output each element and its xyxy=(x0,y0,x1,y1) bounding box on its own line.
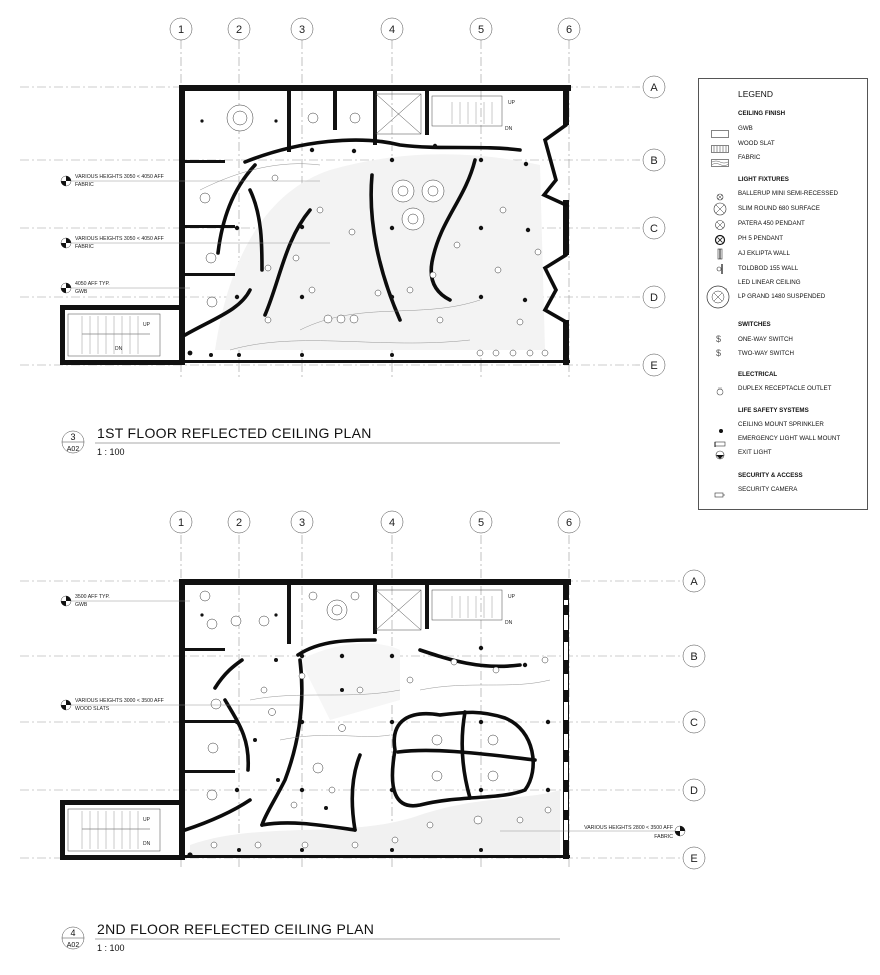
p1-tag2-line1: VARIOUS HEIGHTS 3050 < 4050 AFF xyxy=(75,236,164,242)
p2-col-1: 1 xyxy=(177,517,185,529)
one-way-switch-icon: $ xyxy=(716,334,722,344)
plan2-row-bubbles xyxy=(683,570,705,869)
p2-row-b: B xyxy=(690,651,698,663)
p2-col-3: 3 xyxy=(298,517,306,529)
p2-callout-number: 4 xyxy=(70,928,76,938)
p1-stair2-up: UP xyxy=(508,100,515,106)
p2-tag1-line1: 3500 AFF TYP. xyxy=(75,594,110,600)
legend-lp-grand: LP GRAND 1480 SUSPENDED xyxy=(738,293,826,300)
fabric-swatch-icon xyxy=(711,154,729,172)
p1-stair2-dn: DN xyxy=(505,126,513,132)
toldbod-icon xyxy=(715,262,725,280)
legend-gwb: GWB xyxy=(738,125,753,132)
legend-aj-eklipta: AJ EKLIPTA WALL xyxy=(738,250,790,257)
p1-tag3-line2: GWB xyxy=(75,289,88,295)
p2-stair2-up: UP xyxy=(508,594,515,600)
legend-ceiling-finish-heading: CEILING FINISH xyxy=(738,110,786,117)
p2-plan-title: 2ND FLOOR REFLECTED CEILING PLAN xyxy=(97,921,375,937)
p2-col-4: 4 xyxy=(388,517,396,529)
legend-title: LEGEND xyxy=(738,89,773,99)
p1-col-4: 4 xyxy=(388,24,396,36)
plan2-group xyxy=(20,511,705,953)
p2-tag3-line2: FABRIC xyxy=(654,834,673,840)
legend-slim-round: SLIM ROUND 680 SURFACE xyxy=(738,205,820,212)
p1-col-6: 6 xyxy=(565,24,573,36)
legend-fabric: FABRIC xyxy=(738,154,761,161)
p1-row-b: B xyxy=(650,155,658,167)
p2-callout-sheet: A02 xyxy=(66,942,80,949)
legend-panel xyxy=(698,78,868,510)
legend-toldbod: TOLDBOD 155 WALL xyxy=(738,265,799,272)
legend-electrical-heading: ELECTRICAL xyxy=(738,371,778,378)
p2-row-c: C xyxy=(690,717,698,729)
p1-row-a: A xyxy=(650,82,658,94)
p1-plan-title: 1ST FLOOR REFLECTED CEILING PLAN xyxy=(97,425,372,441)
p2-col-5: 5 xyxy=(477,517,485,529)
legend-security-camera: SECURITY CAMERA xyxy=(738,486,798,493)
plan2-fabric-area xyxy=(190,790,560,855)
p1-col-2: 2 xyxy=(235,24,243,36)
legend-one-way-switch: ONE-WAY SWITCH xyxy=(738,336,793,343)
p2-tag2-line1: VARIOUS HEIGHTS 3000 < 3500 AFF xyxy=(75,698,164,704)
p2-tag3-line1: VARIOUS HEIGHTS 2800 < 3500 AFF xyxy=(584,825,673,831)
duplex-outlet-icon xyxy=(715,383,725,401)
p1-row-d: D xyxy=(650,292,658,304)
p1-callout-sheet: A02 xyxy=(66,446,80,453)
p1-col-5: 5 xyxy=(477,24,485,36)
plan2-title-block xyxy=(62,921,560,953)
plan1-column-bubbles xyxy=(170,18,580,40)
p2-stair-up: UP xyxy=(143,817,150,823)
legend-sprinkler: CEILING MOUNT SPRINKLER xyxy=(738,421,824,428)
legend-ballerup: BALLERUP MINI SEMI-RECESSED xyxy=(738,190,838,197)
p1-stair-dn: DN xyxy=(115,346,123,352)
legend-switches-heading: SWITCHES xyxy=(738,321,771,328)
p2-stair2-dn: DN xyxy=(505,620,513,626)
p2-col-6: 6 xyxy=(565,517,573,529)
exit-light-icon xyxy=(715,447,725,465)
plan2-tag-1 xyxy=(61,594,190,608)
p2-row-e: E xyxy=(690,853,698,865)
p1-row-e: E xyxy=(650,360,658,372)
legend-light-fixtures-heading: LIGHT FIXTURES xyxy=(738,176,789,183)
plan1-fabric-area xyxy=(215,154,545,350)
p1-tag1-line2: FABRIC xyxy=(75,182,94,188)
plan2-column-bubbles xyxy=(170,511,580,533)
p1-stair-up: UP xyxy=(143,322,150,328)
legend-duplex-outlet: DUPLEX RECEPTACLE OUTLET xyxy=(738,385,832,392)
plan1-tag-3 xyxy=(61,281,190,295)
p1-col-1: 1 xyxy=(177,24,185,36)
plan2-wood-area xyxy=(300,643,400,720)
plan1-row-bubbles xyxy=(643,76,665,376)
p1-tag3-line1: 4050 AFF TYP. xyxy=(75,281,110,287)
legend-patera: PATERA 450 PENDANT xyxy=(738,220,805,227)
p1-row-c: C xyxy=(650,223,658,235)
p1-callout-number: 3 xyxy=(70,432,76,442)
p2-stair-dn: DN xyxy=(143,841,151,847)
security-camera-icon xyxy=(714,486,726,504)
p2-row-a: A xyxy=(690,576,698,588)
p1-plan-scale: 1 : 100 xyxy=(97,447,125,457)
legend-led-linear: LED LINEAR CEILING xyxy=(738,279,801,286)
legend-security-heading: SECURITY & ACCESS xyxy=(738,472,803,479)
plan1-group xyxy=(20,18,665,457)
p1-tag2-line2: FABRIC xyxy=(75,244,94,250)
p2-tag2-line2: WOOD SLATS xyxy=(75,706,110,712)
legend-wood-slat: WOOD SLAT xyxy=(738,140,775,147)
p2-col-2: 2 xyxy=(235,517,243,529)
two-way-switch-icon: $ xyxy=(716,348,722,358)
plan1-tag-1 xyxy=(61,174,320,188)
legend-two-way-switch: TWO-WAY SWITCH xyxy=(738,350,794,357)
legend-emergency-light: EMERGENCY LIGHT WALL MOUNT xyxy=(738,435,841,442)
p2-row-d: D xyxy=(690,785,698,797)
legend-life-safety-heading: LIFE SAFETY SYSTEMS xyxy=(738,407,809,414)
legend-exit-light: EXIT LIGHT xyxy=(738,449,772,456)
p1-tag1-line1: VARIOUS HEIGHTS 3050 < 4050 AFF xyxy=(75,174,164,180)
legend-ph5: PH 5 PENDANT xyxy=(738,235,784,242)
lp-grand-icon xyxy=(706,285,730,314)
p2-plan-scale: 1 : 100 xyxy=(97,943,125,953)
p1-col-3: 3 xyxy=(298,24,306,36)
plan1-title-block xyxy=(62,425,560,457)
p2-tag1-line2: GWB xyxy=(75,602,88,608)
